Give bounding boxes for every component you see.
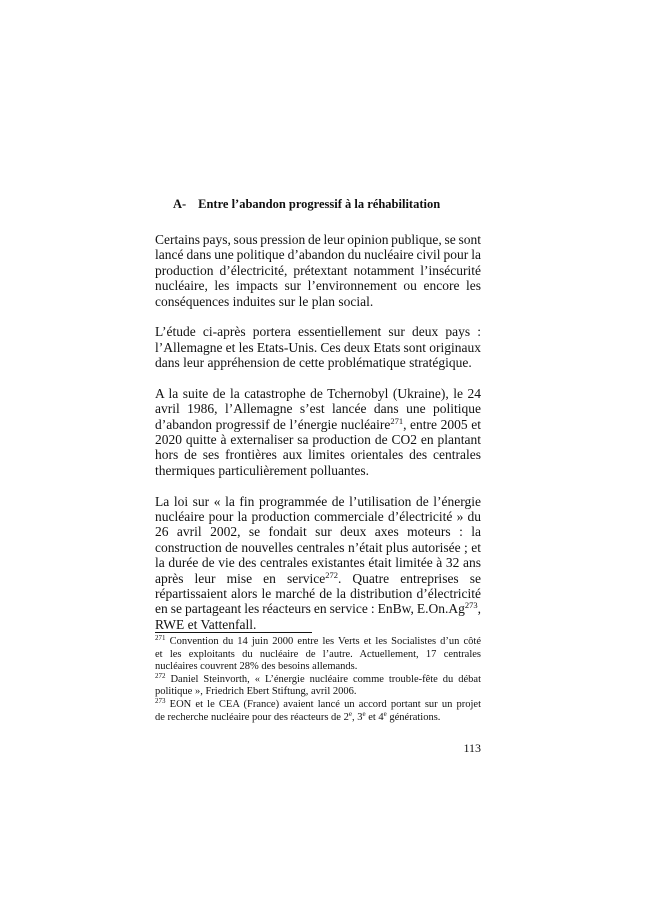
section-title: Entre l’abandon progressif à la réhabilitation (198, 197, 441, 211)
footnote (155, 696, 481, 724)
text-line (155, 571, 481, 586)
text-segment: Daniel Steinvorth, « L’énergie nucléaire comme trouble-fête du débat (165, 673, 481, 685)
text-line: répartissaient alors le marché de la distribution d’électricité (155, 585, 481, 601)
text-line: nucléaires couvrent 28% des besoins allemands. (155, 661, 358, 673)
text-line: L’étude ci-après portera essentiellement sur deux pays : (155, 324, 481, 340)
text-line: La loi sur « la fin programmée de l’utilisation de l’énergie (155, 493, 481, 509)
text-line: lancé dans une politique d’abandon du nucléaire civil pour la (155, 247, 481, 263)
text-segment: , (477, 601, 481, 617)
text-line (155, 601, 481, 616)
text-line: Certains pays, sous pression de leur opinion publique, se sont (155, 232, 481, 247)
text-line: 26 avril 2002, se fondait sur deux axes moteurs : la (155, 524, 481, 540)
section-number: A- (173, 197, 187, 211)
text-line: la durée de vie des centrales existantes était limitée à 32 ans (155, 555, 481, 571)
text-segment: en se partageant les réacteurs en service : EnBw, E.On.Ag (155, 601, 465, 617)
footnote-ref: 272 (325, 569, 338, 580)
paragraph (155, 324, 481, 370)
text-segment: , entre 2005 et (403, 416, 481, 432)
paragraph (155, 386, 481, 478)
footnote-ref: e (383, 709, 387, 718)
text-line (155, 696, 481, 712)
text-segment: après leur mise en service (155, 570, 326, 586)
footnote-ref: 272 (155, 671, 166, 680)
text-line: RWE et Vattenfall. (155, 616, 257, 632)
footnote-ref: 273 (155, 696, 166, 705)
text-line: l’Allemagne et les Etats-Unis. Ces deux Etats sont originaux (155, 339, 481, 355)
footnote-ref: 273 (464, 600, 478, 611)
text-segment: d’abandon progressif de l’énergie nucléaire (155, 416, 391, 432)
text-segment: générations. (386, 711, 441, 723)
text-line: production d’électricité, prétextant notamment l’insécurité (155, 262, 481, 278)
text-segment: de recherche nucléaire pour des réacteurs de 2 (155, 711, 349, 723)
footnote (155, 636, 481, 674)
text-line: conséquences induites sur le plan social. (155, 293, 374, 309)
footnotes (155, 636, 481, 724)
text-line (155, 636, 481, 649)
text-line: dans leur appréhension de cette problématique stratégique. (155, 355, 472, 371)
text-line: avril 1986, l’Allemagne s’est lancée dans une politique (155, 401, 481, 417)
footnote-ref: 271 (155, 634, 166, 642)
page-number: 113 (463, 741, 481, 755)
text-line: politique », Friedrich Ebert Stiftung, avril 2006. (155, 686, 357, 698)
text-line: hors de ses frontières aux limites orientales des centrales (155, 447, 481, 463)
footnote-separator (155, 632, 312, 633)
paragraph (155, 232, 481, 309)
text-line: et les exploitants du nucléaire de l’autre. Actuellement, 17 centrales (155, 648, 481, 660)
body-text (155, 232, 481, 648)
text-line (155, 709, 481, 725)
text-line: nucléaire, les impacts sur l’environnement ou encore les (155, 278, 481, 294)
paragraph (155, 494, 481, 633)
footnote (155, 671, 481, 699)
text-line (155, 671, 481, 687)
section-heading (173, 197, 440, 212)
text-line: A la suite de la catastrophe de Tchernobyl (Ukraine), le 24 (155, 385, 481, 401)
text-line: nucléaire pour la production commerciale d’électricité » du (155, 509, 481, 525)
text-segment: Convention du 14 juin 2000 entre les Verts et les Socialistes d’un côté (165, 636, 481, 647)
text-segment: . Quatre entreprises se (337, 570, 482, 586)
text-line: thermiques particulièrement polluantes. (155, 462, 370, 478)
text-line: 2020 quitte à externaliser sa production de CO2 en plantant (155, 432, 481, 448)
text-segment: et 4 (365, 711, 384, 723)
footnote-ref: 271 (390, 415, 404, 426)
text-line: construction de nouvelles centrales n’était plus autorisée ; et (155, 539, 481, 555)
text-segment: EON et le CEA (France) avaient lancé un accord portant sur un projet (165, 698, 481, 710)
footnote-ref: e (348, 709, 352, 718)
footnote-ref: e (362, 709, 366, 718)
text-segment: , 3 (351, 711, 363, 723)
text-line (155, 417, 481, 432)
